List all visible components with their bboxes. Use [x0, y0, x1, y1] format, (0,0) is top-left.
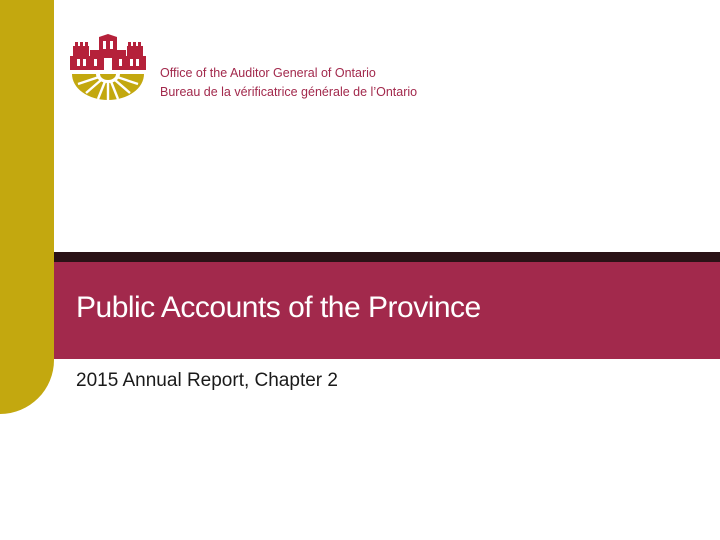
org-name-english: Office of the Auditor General of Ontario — [160, 66, 376, 80]
organization-name — [160, 64, 417, 102]
ontario-auditor-crest-icon — [70, 34, 146, 100]
left-accent-bar — [0, 0, 54, 414]
slide-subtitle: 2015 Annual Report, Chapter 2 — [76, 370, 338, 391]
divider-strip — [54, 252, 720, 262]
slide-title: Public Accounts of the Province — [76, 291, 481, 324]
org-name-french: Bureau de la vérificatrice générale de l’Ontario — [160, 85, 418, 99]
title-banner — [54, 262, 720, 359]
